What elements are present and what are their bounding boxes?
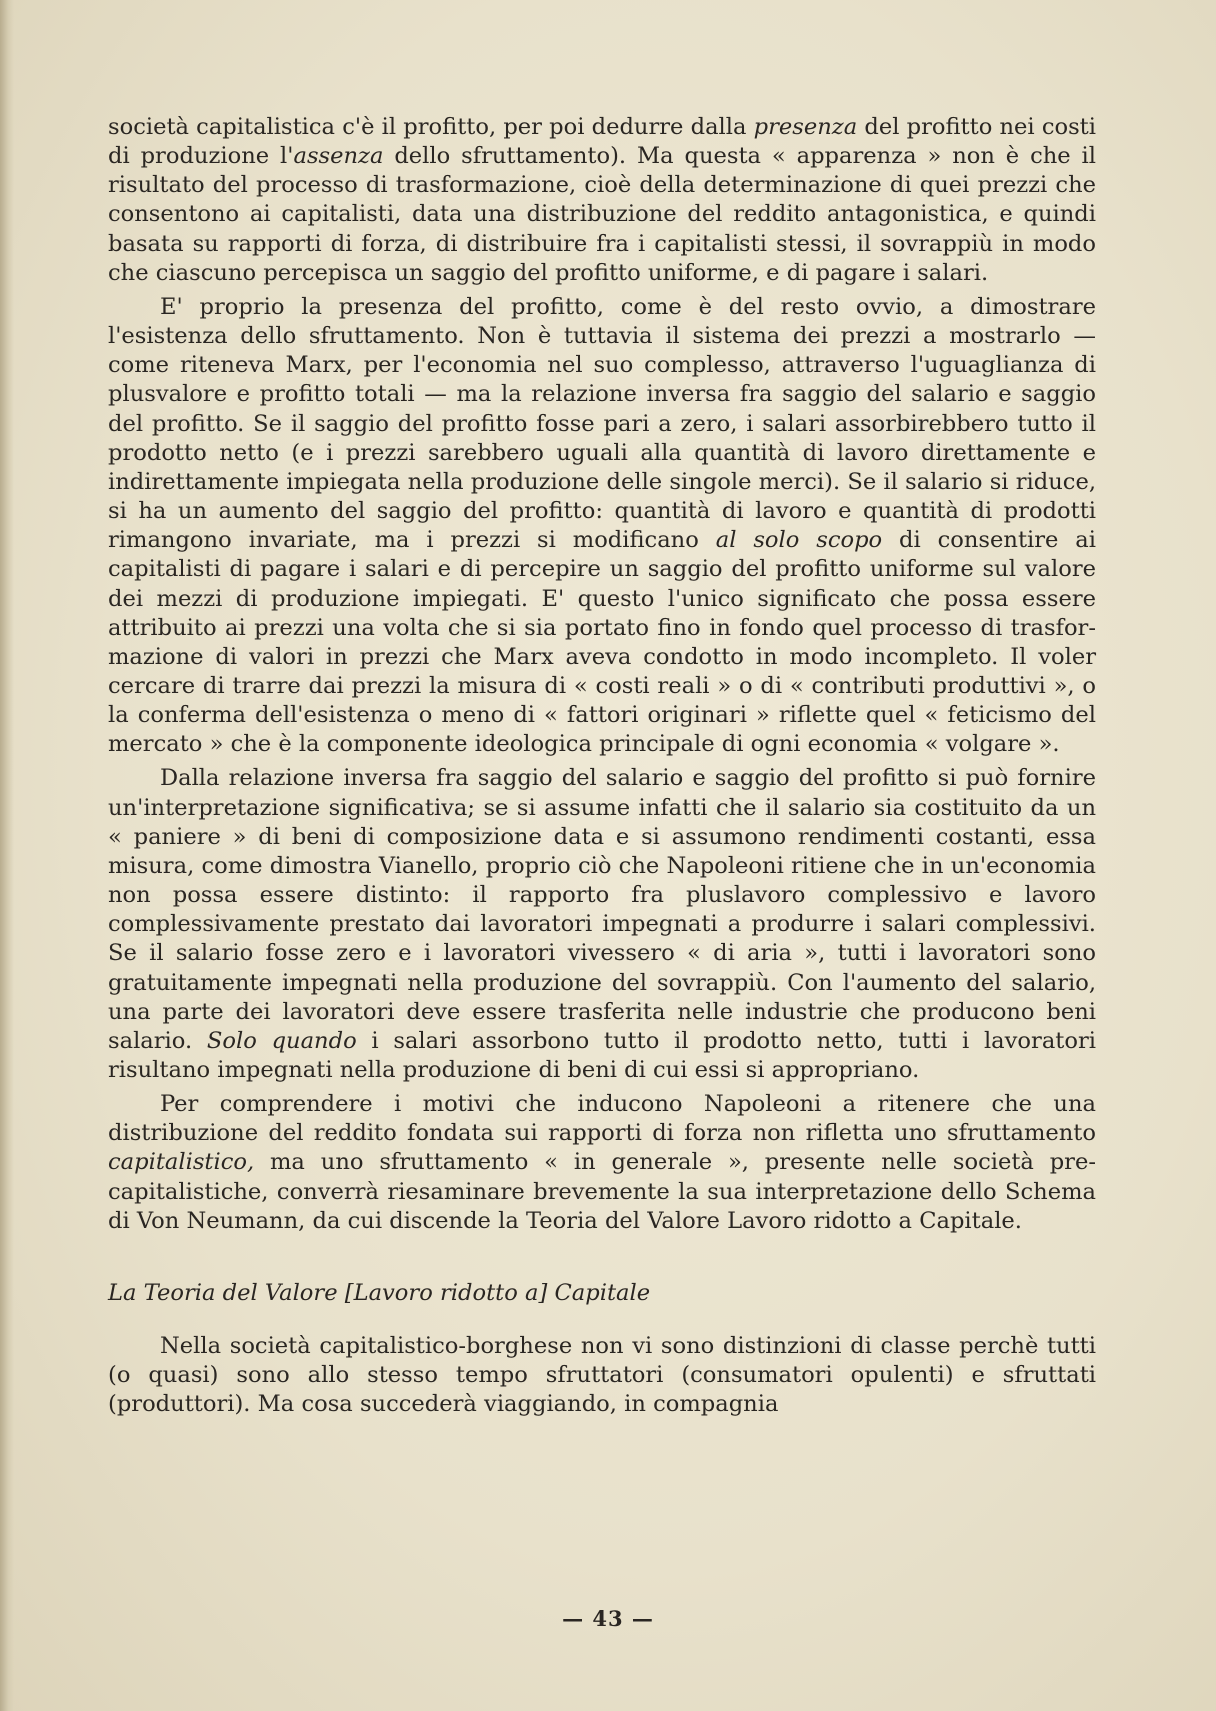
page-number: — 43 — (562, 1606, 654, 1631)
paragraph-inverse-relation: Dalla relazione inversa fra saggio del salario e saggio del profitto si può fornire un'interpretazione significativa; se si assume infatti che il salario sia costituito da un « paniere » di beni di composizione data e si assumono rendimenti costanti, essa misura, come dimostra Vianello, proprio ciò che Napoleoni ritiene che in un'economia non possa essere distinto: il rapporto fra pluslavoro complessivo e lavoro complessivamente prestato dai lavoratori impegnati a produrre i salari complessivi. Se il salario fosse zero e i lavoratori vivessero « di aria », tutti i lavoratori sono gratuitamente impegnati nella produzione del sovrappiù. Con l'aumento del salario, una parte dei lavoratori deve essere trasferita nelle industrie che producono beni salario. Solo quando i salari assorbono tutto il prodotto netto, tutti i lavoratori risultano impegnati nella produzione di beni di cui essi si appropriano. (108, 765, 1096, 1083)
paragraph-profit-exploitation: E' proprio la presenza del profitto, come è del resto ovvio, a dimostrare l'esistenza dello sfruttamento. Non è tuttavia il sistema dei prezzi a mostrarlo — come riteneva Marx, per l'economia nel suo complesso, attraverso l'uguaglianza di plusvalore e profitto totali — ma la relazione inversa fra saggio del salario e saggio del profitto. Se il saggio del profitto fosse pari a zero, i salari assorbirebbero tutto il prodotto netto (e i prezzi sarebbero uguali alla quantità di lavoro direttamente e indirettamente impiegata nella produzione delle singole merci). Se il salario si riduce, si ha un aumento del saggio del profitto: quantità di lavoro e quantità di prodotti rimangono invariate, ma i prezzi si modificano al solo scopo di consentire ai capitalisti di pagare i salari e di percepire un saggio del profitto uniforme sul valore dei mezzi di produzione impiegati. E' questo l'unico significato che possa essere attribuito ai prezzi una volta che si sia portato fino in fondo quel processo di trasformazione di valori in prezzi che Marx aveva condotto in modo incompleto. Il voler cercare di trarre dai prezzi la misura di « costi reali » o di « contributi produttivi », o la conferma dell'esistenza o meno di « fattori originari » riflette quel « feticismo del mercato » che è la componente ideologica principale di ogni economia « volgare ». (108, 293, 1097, 758)
paragraph-napoleoni: Per comprendere i motivi che inducono Napoleoni a ritenere che una distribuzione del reddito fondata sui rapporti di forza non rifletta uno sfruttamento capitalistico, ma uno sfruttamento « in generale », presente nelle società pre-capitalistiche, converrà riesaminare brevemente la sua interpretazione dello Schema di Von Neumann, da cui discende la Teoria del Valore Lavoro ridotto a Capitale. (108, 1091, 1096, 1234)
section-heading: La Teoria del Valore [Lavoro ridotto a] Capitale (108, 1279, 651, 1306)
paragraph-continuation: società capitalistica c'è il profitto, per poi dedurre dalla presenza del profitto nei costi di produzione l'assenza dello sfruttamento). Ma questa « apparenza » non è che il risultato del processo di trasformazione, cioè della determinazione di quei prezzi che consentono ai capitalisti, data una distribuzione del reddito antagonistica, e quindi basata su rapporti di forza, di distribuire fra i capitalisti stessi, il sovrappiù in modo che ciascuno percepisca un saggio del profitto uniforme, e di pagare i salari. (108, 114, 1097, 286)
paragraph-capitalist-society: Nella società capitalistico-borghese non vi sono distinzioni di classe perchè tutti (o quasi) sono allo stesso tempo sfruttatori (consumatori opulenti) e sfruttati (produttori). Ma cosa succederà viaggiando, in compagnia (108, 1333, 1096, 1418)
page-binding-edge (0, 0, 14, 1711)
body-text (108, 113, 1096, 1425)
